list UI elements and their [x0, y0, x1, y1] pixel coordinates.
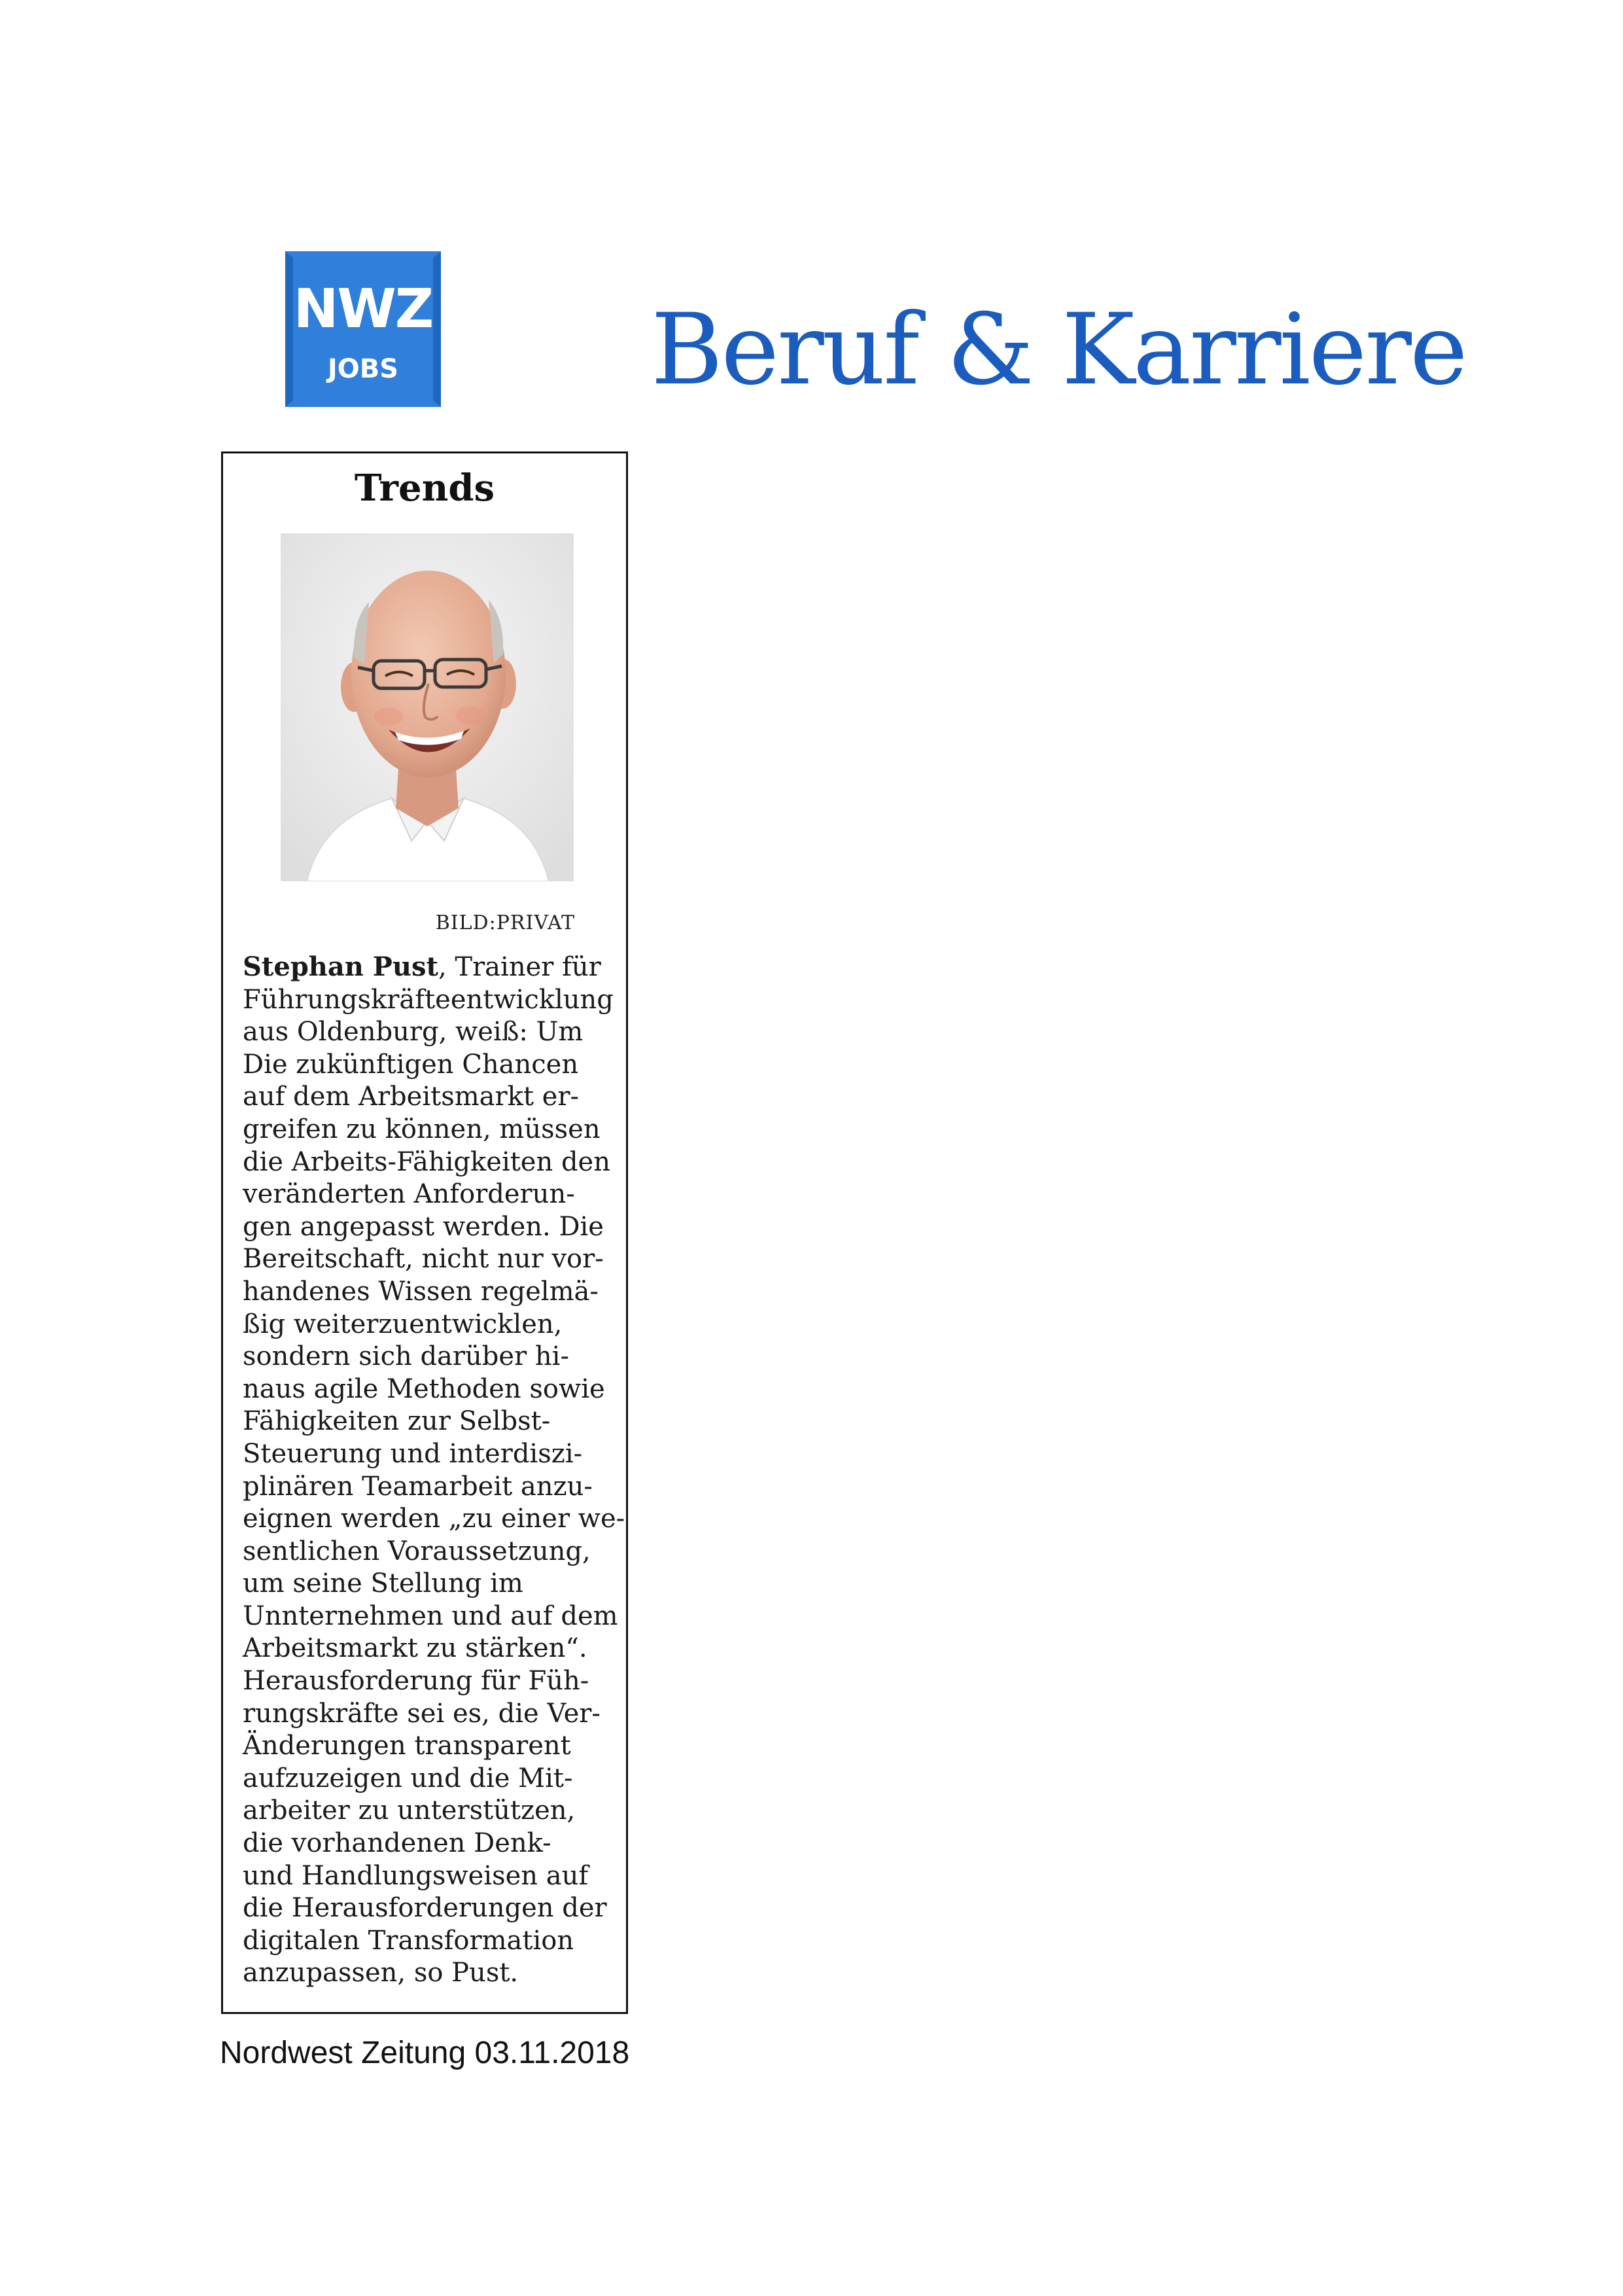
logo-sub-text: JOBS: [327, 354, 399, 384]
body-line: handenes Wissen regelmä-: [243, 1276, 599, 1307]
body-line: Unnternehmen und auf dem: [243, 1600, 618, 1631]
body-line: sondern sich darüber hi-: [243, 1341, 569, 1372]
body-line: arbeiter zu unterstützen,: [243, 1795, 576, 1826]
body-line: die Herausforderungen der: [243, 1893, 607, 1924]
body-line: Steuerung und interdiszi-: [243, 1438, 583, 1469]
section-title: Beruf & Karriere: [651, 293, 1466, 407]
body-line: um seine Stellung im: [243, 1568, 523, 1599]
body-line: digitalen Transformation: [243, 1925, 574, 1956]
body-line: Herausforderung für Füh-: [243, 1666, 589, 1697]
body-line: Fähigkeiten zur Selbst-: [243, 1406, 551, 1437]
body-line: gen angepasst werden. Die: [243, 1211, 604, 1242]
body-line: Arbeitsmarkt zu stärken“.: [243, 1633, 587, 1664]
body-line: eignen werden „zu einer we-: [243, 1504, 625, 1534]
article-box: [221, 451, 628, 2014]
body-line: ßig weiterzuentwicklen,: [243, 1309, 563, 1339]
photo-credit: BILD:PRIVAT: [435, 911, 575, 934]
article-heading: Trends: [354, 467, 495, 510]
body-line: veränderten Anforderun-: [243, 1179, 575, 1210]
body-line: aus Oldenburg, weiß: Um: [243, 1017, 584, 1048]
body-line: Führungskräfteentwicklung: [243, 984, 614, 1015]
nwz-jobs-logo: [285, 251, 441, 407]
body-line: und Handlungsweisen auf: [243, 1860, 589, 1891]
body-line: sentlichen Voraussetzung,: [243, 1536, 591, 1566]
body-line: naus agile Methoden sowie: [243, 1373, 605, 1404]
body-line: greifen zu können, müssen: [243, 1114, 601, 1144]
portrait-photo: [281, 533, 574, 881]
logo-main-text: NWZ: [293, 278, 433, 340]
body-line: aufzuzeigen und die Mit-: [243, 1763, 573, 1793]
body-line: rungskräfte sei es, die Ver-: [243, 1698, 601, 1729]
body-line: Stephan Pust, Trainer für: [243, 951, 601, 982]
article-body: [243, 951, 625, 1990]
body-line: plinären Teamarbeit anzu-: [243, 1471, 593, 1502]
body-line: Die zukünftigen Chancen: [243, 1049, 579, 1080]
body-line: die Arbeits-Fähigkeiten den: [243, 1146, 610, 1177]
body-line: Änderungen transparent: [243, 1731, 571, 1761]
body-line: auf dem Arbeitsmarkt er-: [243, 1082, 579, 1112]
body-line: anzupassen, so Pust.: [243, 1958, 519, 1988]
author-name: Stephan Pust: [243, 951, 438, 982]
publication-source: Nordwest Zeitung 03.11.2018: [220, 2036, 630, 2070]
body-line: die vorhandenen Denk-: [243, 1828, 551, 1859]
body-line: Bereitschaft, nicht nur vor-: [243, 1244, 604, 1275]
